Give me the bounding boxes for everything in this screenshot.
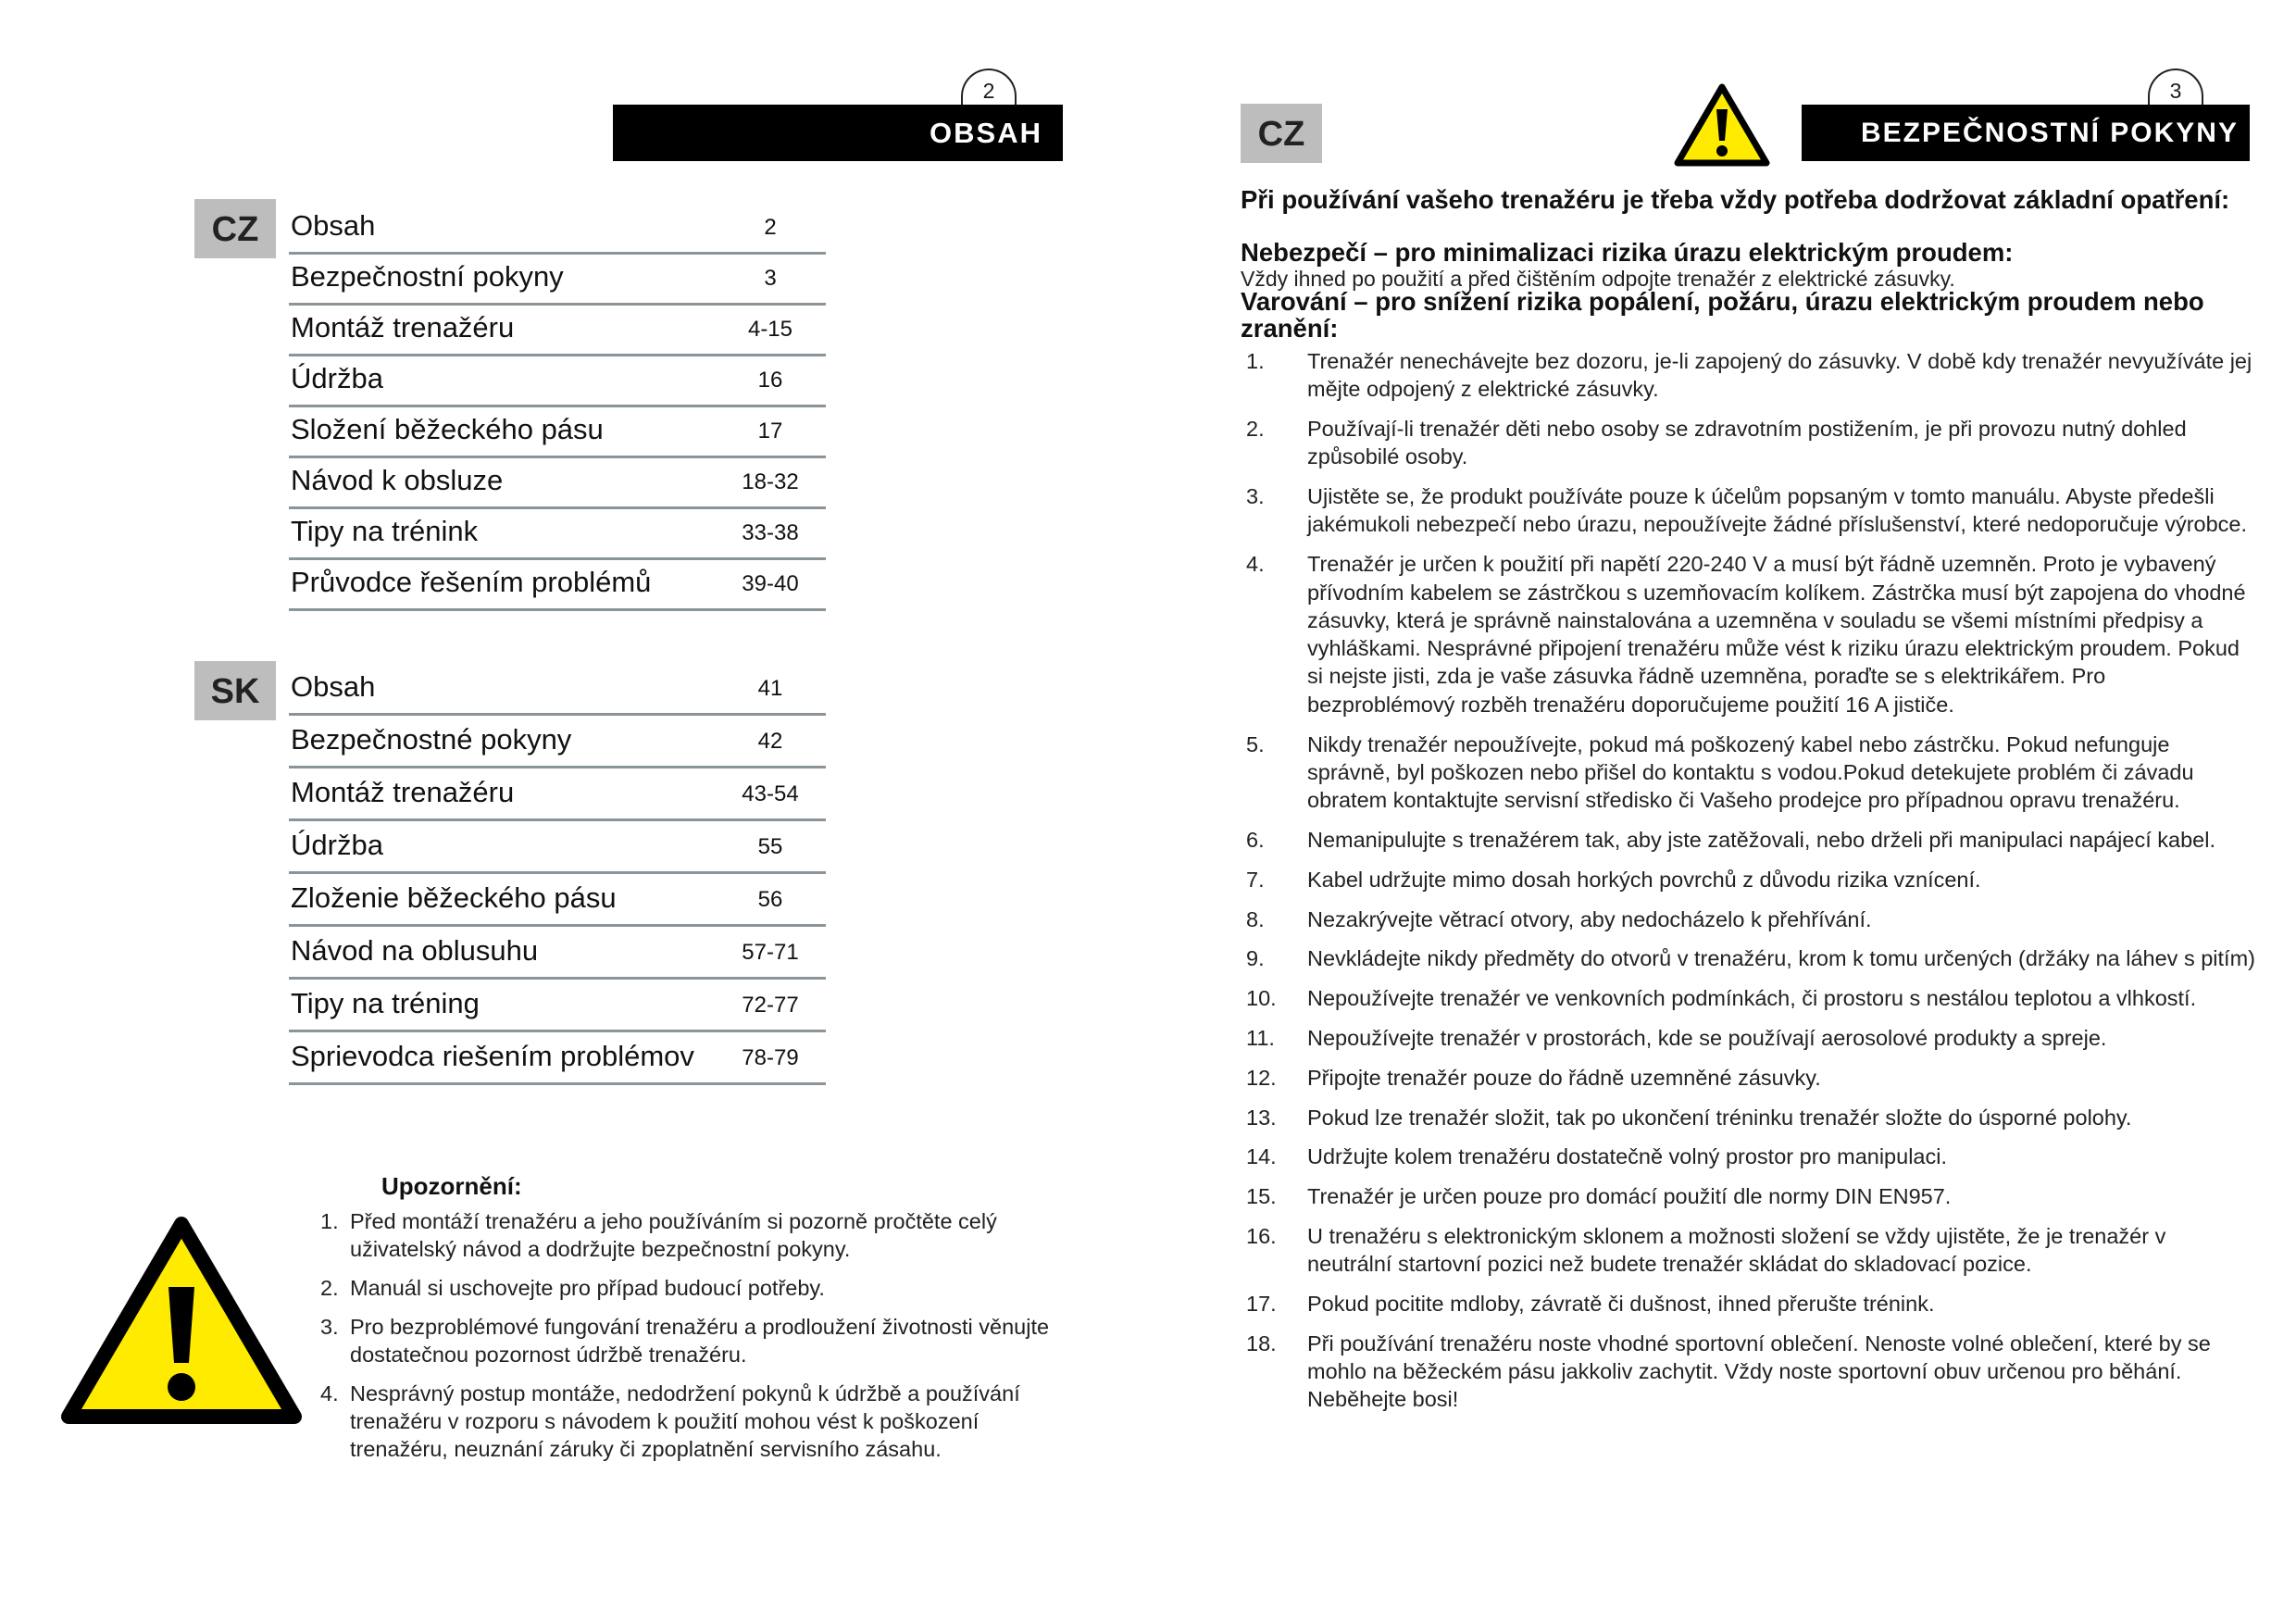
safety-list-item xyxy=(1246,944,2255,972)
danger-text: Vždy ihned po použití a před čištěním odpojte trenažér z elektrické zásuvky. xyxy=(1241,267,1955,291)
toc-label: Bezpečnostní pokyny xyxy=(291,260,564,293)
list-number: 9. xyxy=(1246,946,1265,971)
list-number: 5. xyxy=(1246,731,1265,756)
safety-list-item xyxy=(1246,1182,2255,1210)
list-number: 4. xyxy=(1246,552,1265,577)
list-text: Používají-li trenažér děti nebo osoby se zdravotním postižením, je při provozu nutný dohled způsobilé osoby. xyxy=(1307,417,2187,469)
warning-list-item xyxy=(320,1274,1079,1302)
safety-list-item xyxy=(1246,984,2255,1012)
lang-badge-cz: CZ xyxy=(194,199,276,258)
toc-label: Průvodce řešením problémů xyxy=(291,566,652,598)
list-number: 13. xyxy=(1246,1105,1277,1130)
list-number: 1. xyxy=(1246,349,1265,373)
toc-row xyxy=(289,200,826,255)
warning-title: Upozornění: xyxy=(381,1172,522,1200)
safety-list-item xyxy=(1246,482,2255,539)
toc-page: 17 xyxy=(757,418,783,443)
list-text: Nikdy trenažér nepoužívejte, pokud má poškozený kabel nebo zástrčku. Pokud nefunguje správně, byl poškozen nebo přišel do kontaktu s vodou.Pokud detekujete problém či závadu obratem kontaktujte servisní středisko či Vašeho prodejce pro případnou opravu trenažéru. xyxy=(1307,731,2194,813)
list-text: Nevkládejte nikdy předměty do otvorů v trenažéru, krom k tomu určených (držáky na láhev s pitím) xyxy=(1307,946,2255,971)
list-number: 18. xyxy=(1246,1330,1277,1355)
toc-label: Zloženie běžeckého pásu xyxy=(291,881,617,914)
toc-page: 72-77 xyxy=(742,993,799,1018)
list-text: Manuál si uschovejte pro případ budoucí potřeby. xyxy=(350,1276,825,1300)
toc-label: Návod k obsluze xyxy=(291,464,504,496)
page-number-left: 2 xyxy=(961,69,1017,107)
list-text: Nepoužívejte trenažér v prostorách, kde se používají aerosolové produkty a spreje. xyxy=(1307,1025,2107,1050)
list-number: 11. xyxy=(1246,1025,1275,1050)
toc-page: 43-54 xyxy=(742,781,799,806)
list-text: Pokud lze trenažér složit, tak po ukončení tréninku trenažér složte do úsporné polohy. xyxy=(1307,1105,2132,1130)
lang-badge-sk: SK xyxy=(194,661,276,720)
safety-list-item xyxy=(1246,866,2255,893)
safety-list-item xyxy=(1246,1143,2255,1170)
toc-page: 42 xyxy=(757,729,783,754)
list-number: 2. xyxy=(1246,417,1265,442)
toc-page: 57-71 xyxy=(742,940,799,965)
warning-triangle-icon xyxy=(59,1215,304,1433)
toc-row xyxy=(289,306,826,356)
toc-sk xyxy=(289,662,826,1085)
toc-label: Obsah xyxy=(291,670,376,703)
toc-row xyxy=(289,821,826,874)
toc-label: Montáž trenažéru xyxy=(291,311,515,344)
toc-row xyxy=(289,1032,826,1085)
warning-list-item xyxy=(320,1313,1079,1368)
list-text: Nemanipulujte s trenažérem tak, aby jste zatěžovali, nebo drželi při manipulaci napájecí kabel. xyxy=(1307,827,2215,852)
toc-row xyxy=(289,407,826,458)
list-text: Připojte trenažér pouze do řádně uzemněné zásuvky. xyxy=(1307,1065,1821,1090)
safety-list-item xyxy=(1246,1330,2255,1414)
list-number: 15. xyxy=(1246,1184,1277,1209)
list-text: Udržujte kolem trenažéru dostatečně volný prostor pro manipulaci. xyxy=(1307,1144,1947,1169)
intro-text: Při používání vašeho trenažéru je třeba vždy potřeba dodržovat základní opatření: xyxy=(1241,185,2230,214)
toc-label: Obsah xyxy=(291,209,376,242)
list-text: Trenažér je určen pouze pro domácí použití dle normy DIN EN957. xyxy=(1307,1184,1952,1209)
toc-label: Údržba xyxy=(291,362,383,394)
list-text: U trenažéru s elektronickým sklonem a možnosti složení se vždy ujistěte, že je trenažér v neutrální startovní pozici než budete trenažér skládat do skladovací pozice. xyxy=(1307,1223,2166,1277)
safety-list-item xyxy=(1246,1290,2255,1318)
toc-row xyxy=(289,458,826,509)
toc-label: Tipy na trénink xyxy=(291,515,479,547)
list-text: Trenažér je určen k použití při napětí 220-240 V a musí být řádně uzemněn. Proto je vybavený přívodním kabelem se zástrčkou s uzemňovacím kolíkem. Zástrčka musí být zapojena do vhodné zásuvky, která je správně nainstalována a uzemněna v souladu se všemi místními předpisy a vyhláškami. Nesprávné připojení trenažéru může vést k riziku úrazu elektrickým proudem. Pokud si nejste jisti, zda je vaše zásuvka řádně uzemněna, poraďte se s elektrikářem. Pro bezproblémový rozběh trenažéru doporučujeme použití 16 A jističe. xyxy=(1307,552,2246,717)
safety-list-item xyxy=(1246,1104,2255,1131)
safety-list-item xyxy=(1246,550,2255,718)
list-text: Před montáží trenažéru a jeho používáním si pozorně pročtěte celý uživatelský návod a dodržujte bezpečnostní pokyny. xyxy=(350,1209,997,1261)
toc-label: Sprievodca riešením problémov xyxy=(291,1040,694,1072)
list-text: Nepoužívejte trenažér ve venkovních podmínkách, či prostoru s nestálou teplotou a vlhkostí. xyxy=(1307,986,2197,1011)
list-number: 10. xyxy=(1246,986,1277,1011)
list-number: 8. xyxy=(1246,906,1265,931)
safety-list-item xyxy=(1246,1024,2255,1052)
toc-row xyxy=(289,356,826,407)
list-number: 1. xyxy=(320,1209,339,1233)
list-number: 2. xyxy=(320,1276,339,1300)
toc-label: Montáž trenažéru xyxy=(291,776,515,808)
list-number: 17. xyxy=(1246,1292,1277,1317)
toc-page: 4-15 xyxy=(747,317,793,342)
warning-list-item xyxy=(320,1380,1079,1463)
toc-cz xyxy=(289,200,826,611)
warning-heading: Varování – pro snížení rizika popálení, požáru, úrazu elektrickým proudem nebo zranění: xyxy=(1241,287,2204,343)
list-number: 3. xyxy=(320,1315,339,1339)
safety-list-item xyxy=(1246,347,2255,404)
safety-list-item xyxy=(1246,731,2255,815)
warning-triangle-icon xyxy=(1672,81,1772,170)
toc-page: 2 xyxy=(764,215,777,240)
safety-list-item xyxy=(1246,826,2255,854)
list-text: Nesprávný postup montáže, nedodržení pokynů k údržbě a používání trenažéru v rozporu s návodem k použití mohou vést k poškození trenažéru, neuznání záruky či zpoplatnění servisního zásahu. xyxy=(350,1381,1020,1461)
toc-page: 55 xyxy=(757,834,783,859)
lang-badge-cz-right: CZ xyxy=(1241,104,1322,163)
toc-label: Bezpečnostné pokyny xyxy=(291,723,572,756)
contents-header: OBSAH xyxy=(613,105,1063,161)
list-number: 7. xyxy=(1246,867,1265,892)
danger-heading: Nebezpečí – pro minimalizaci rizika úrazu elektrickým proudem: xyxy=(1241,238,2014,267)
toc-label: Složení běžeckého pásu xyxy=(291,413,604,445)
safety-list-item xyxy=(1246,415,2255,471)
list-number: 12. xyxy=(1246,1065,1277,1090)
list-text: Ujistěte se, že produkt používáte pouze k účelům popsaným v tomto manuálu. Abyste předešli jakémukoli nebezpečí nebo úrazu, nepoužívejte žádné příslušenství, které nedoporučuje výrobce. xyxy=(1307,484,2248,537)
toc-row xyxy=(289,509,826,560)
toc-row xyxy=(289,716,826,768)
toc-page: 41 xyxy=(757,676,783,701)
safety-list-item xyxy=(1246,1064,2255,1092)
toc-row xyxy=(289,662,826,716)
safety-list-item xyxy=(1246,906,2255,933)
page-number-right: 3 xyxy=(2148,69,2203,107)
list-text: Kabel udržujte mimo dosah horkých povrchů z důvodu rizika vznícení. xyxy=(1307,867,1981,892)
toc-page: 39-40 xyxy=(742,571,799,596)
toc-page: 18-32 xyxy=(742,469,799,494)
list-number: 16. xyxy=(1246,1223,1277,1248)
toc-row xyxy=(289,255,826,306)
toc-row xyxy=(289,768,826,821)
toc-page: 56 xyxy=(757,887,783,912)
toc-row xyxy=(289,927,826,980)
toc-row xyxy=(289,874,826,927)
toc-label: Návod na oblusuhu xyxy=(291,934,539,967)
list-number: 14. xyxy=(1246,1144,1277,1169)
warning-list-item xyxy=(320,1207,1079,1263)
warning-list xyxy=(320,1207,1079,1474)
safety-list xyxy=(1246,347,2255,1425)
toc-page: 3 xyxy=(764,266,777,291)
toc-page: 16 xyxy=(757,368,783,393)
list-text: Nezakrývejte větrací otvory, aby nedocházelo k přehřívání. xyxy=(1307,906,1872,931)
list-text: Při používání trenažéru noste vhodné sportovní oblečení. Nenoste volné oblečení, které by se mohlo na běžeckém pásu jakkoliv zachytit. Vždy noste sportovní obuv určenou pro běhání. Neběhejte bosi! xyxy=(1307,1330,2211,1412)
list-number: 3. xyxy=(1246,484,1265,509)
toc-row xyxy=(289,980,826,1032)
toc-label: Tipy na tréning xyxy=(291,987,480,1019)
list-text: Trenažér nenechávejte bez dozoru, je-li zapojený do zásuvky. V době kdy trenažér nevyužíváte jej mějte odpojený z elektrické zásuvky. xyxy=(1307,349,2252,402)
list-text: Pro bezproblémové fungování trenažéru a prodloužení životnosti věnujte dostatečnou pozornost údržbě trenažéru. xyxy=(350,1315,1050,1367)
toc-row xyxy=(289,560,826,611)
safety-header: BEZPEČNOSTNÍ POKYNY xyxy=(1802,105,2250,161)
safety-list-item xyxy=(1246,1222,2255,1279)
toc-page: 33-38 xyxy=(742,520,799,545)
list-number: 6. xyxy=(1246,827,1265,852)
list-text: Pokud pocitite mdloby, závratě či dušnost, ihned přerušte trénink. xyxy=(1307,1292,1935,1317)
toc-page: 78-79 xyxy=(742,1045,799,1070)
toc-label: Údržba xyxy=(291,829,383,861)
list-number: 4. xyxy=(320,1381,339,1405)
